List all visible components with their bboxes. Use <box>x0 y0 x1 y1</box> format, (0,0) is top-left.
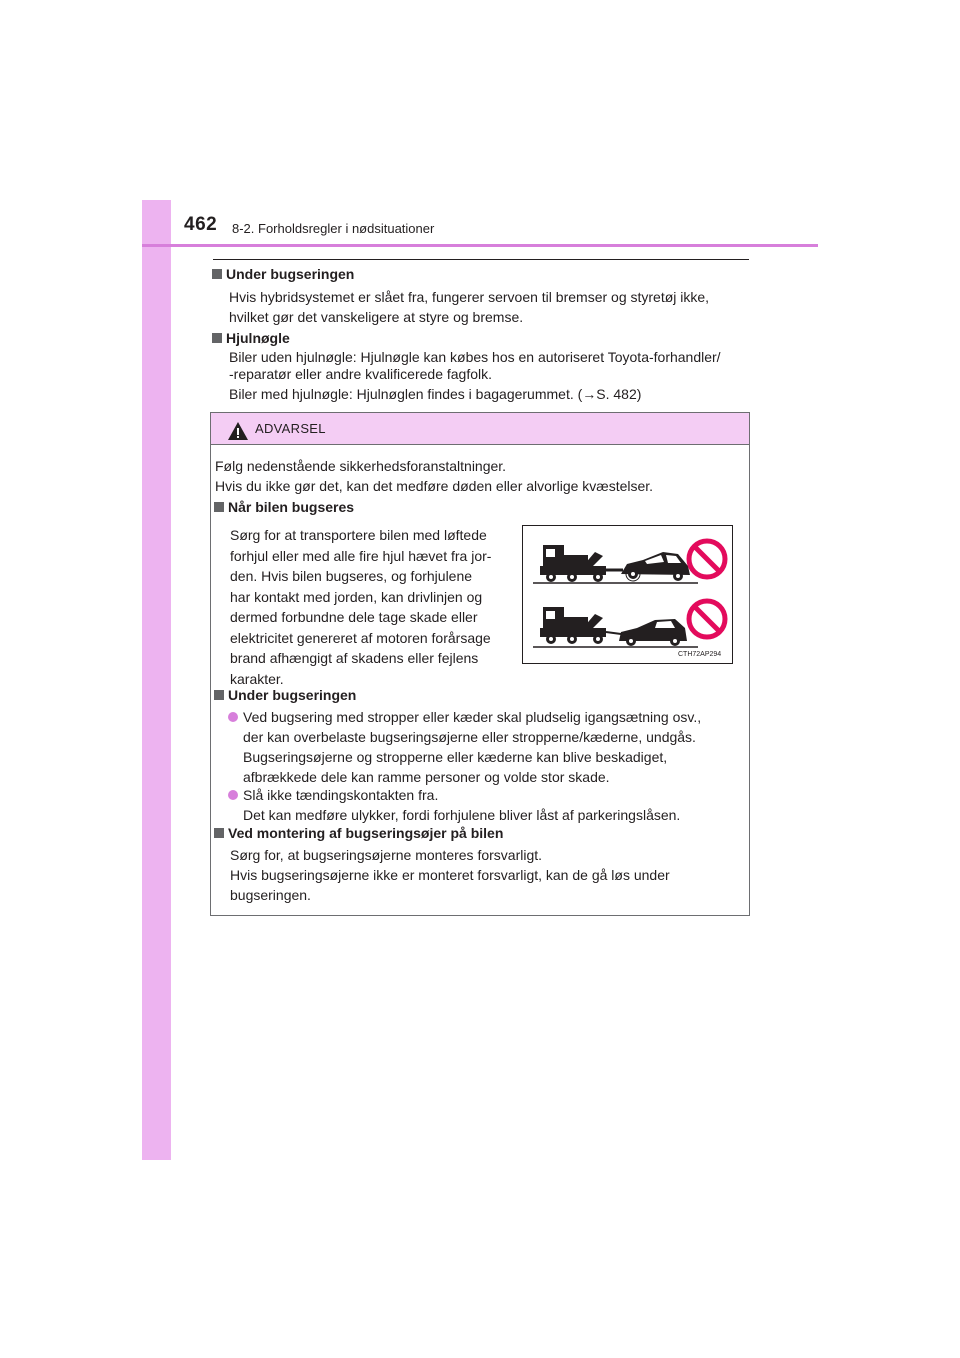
warning-during-bullet-1: Ved bugsering med stropper eller kæder skal pludselig igangsætning osv., der kan overbelaste bugseringsøjerne eller stropperne/kæderne, undgås. Bugseringsøjerne og stropperne eller kæderne kan blive beskadiget, afbrækkede dele kan ramme personer og volde stor skade. <box>243 709 702 785</box>
prohibition-icon-bottom <box>689 601 725 637</box>
square-bullet-icon <box>214 502 224 512</box>
warning-towed-text: Sørg for at transportere bilen med løftede forhjul eller med alle fire hjul hævet fra jor- den. Hvis bilen bugseres, og forhjulene har kontakt med jorden, kan drivlinjen og dermed forbundne dele tage skade eller elektricitet genereret af motoren forårsage brand afhængigt af skadens eller fejlens karakter. <box>230 527 492 687</box>
square-bullet-icon <box>212 269 222 279</box>
square-bullet-icon <box>214 828 224 838</box>
square-bullet-icon <box>214 690 224 700</box>
section-heading-under-towing: Under bugseringen <box>212 266 354 282</box>
wheel-nut-key-text: Biler uden hjulnøgle: Hjulnøgle kan købes hos en autoriseret Toyota-forhandler/ -reparatør eller andre kvalificerede fagfolk. Biler med hjulnøgle: Hjulnøglen findes i bagagerummet. (→S. 482) <box>229 349 721 402</box>
warning-header <box>211 413 749 445</box>
towed-car-top <box>621 552 690 581</box>
section-divider <box>213 259 749 260</box>
warning-heading-during-towing: Under bugseringen <box>214 687 356 703</box>
round-bullet-icon <box>228 712 238 722</box>
incorrect-towing-illustration <box>523 526 732 650</box>
square-bullet-icon <box>212 333 222 343</box>
warning-heading-eyelets: Ved montering af bugseringsøjer på bilen <box>214 825 503 841</box>
prohibition-icon-top <box>689 541 725 577</box>
towed-car-bottom <box>619 619 687 646</box>
page-number: 462 <box>184 214 218 235</box>
chapter-title: 8-2. Forholdsregler i nødsituationer <box>232 221 435 236</box>
warning-heading-towed: Når bilen bugseres <box>214 499 354 515</box>
figure-code: CTH72AP294 <box>678 651 722 658</box>
warning-box <box>210 412 750 916</box>
round-bullet-icon <box>228 790 238 800</box>
warning-title: ADVARSEL <box>255 421 326 436</box>
under-towing-text: Hvis hybridsystemet er slået fra, fungerer servoen til bremser og styretøj ikke, hvilket gør det vanskeligere at styre og bremse. <box>229 289 710 325</box>
tow-truck-bottom <box>540 607 621 644</box>
header-rule <box>142 244 818 247</box>
warning-intro: Følg nedenstående sikkerhedsforanstaltninger. Hvis du ikke gør det, kan det medføre døden eller alvorlige kvæstelser. <box>215 458 654 494</box>
chapter-sidebar-tab <box>142 200 171 1160</box>
warning-eyelets-text: Sørg for, at bugseringsøjerne monteres forsvarligt. Hvis bugseringsøjerne ikke er monteret forsvarligt, kan de gå løs under bugseringen. <box>230 847 670 903</box>
towing-illustration <box>522 525 733 664</box>
warning-triangle-icon <box>227 421 249 441</box>
tow-truck-top <box>540 545 623 582</box>
section-heading-wheel-nut-key: Hjulnøgle <box>212 330 290 346</box>
warning-during-bullet-2: Slå ikke tændingskontakten fra. Det kan medføre ulykker, fordi forhjulene bliver låst af parkeringslåsen. <box>243 787 681 823</box>
